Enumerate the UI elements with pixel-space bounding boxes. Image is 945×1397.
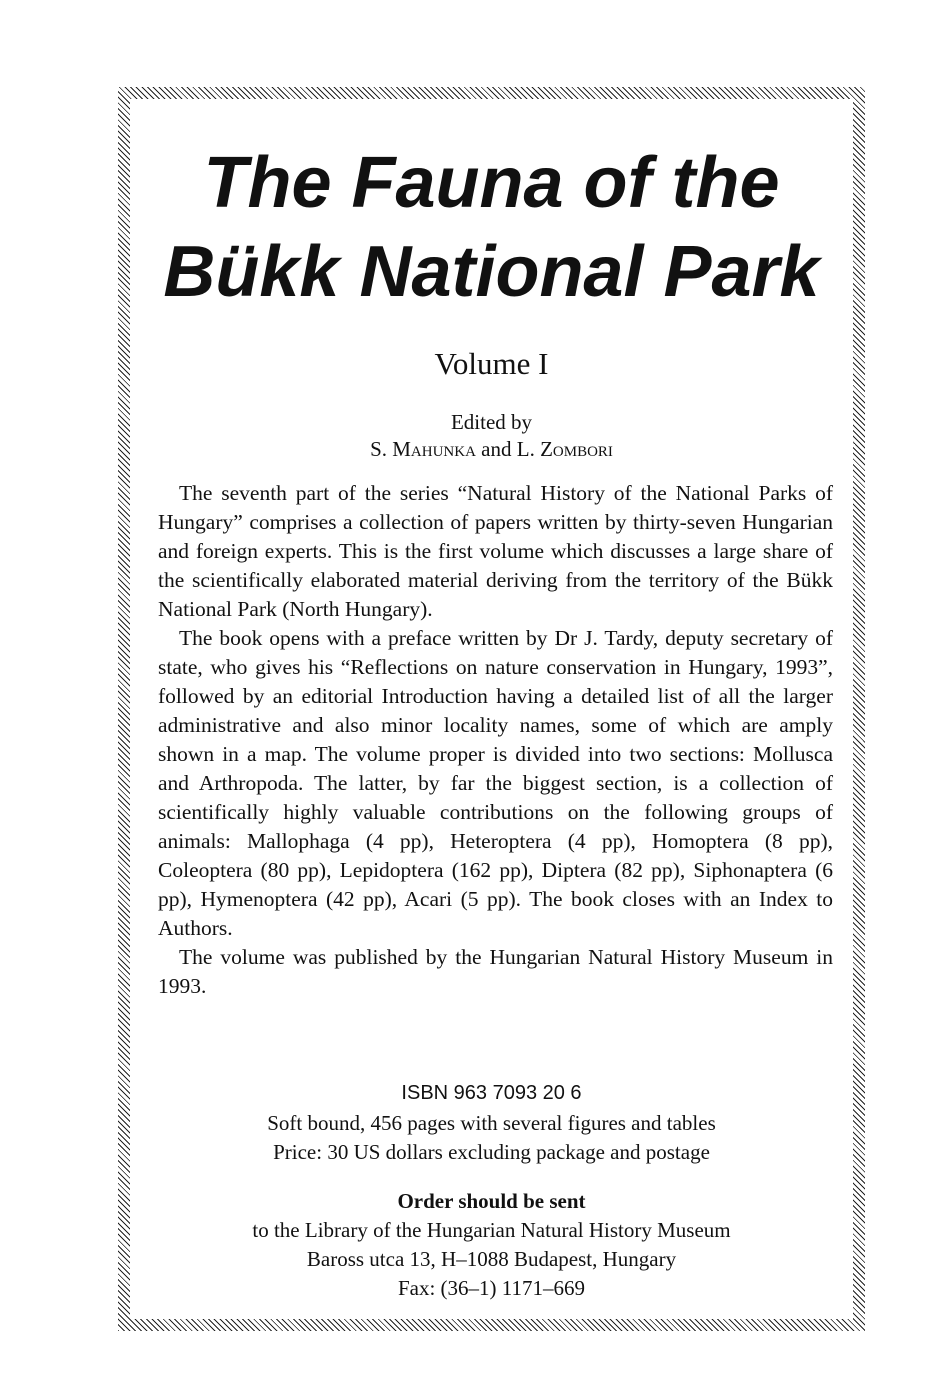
description-paragraph-3: The volume was published by the Hungarian Natural History Museum in 1993. bbox=[158, 945, 833, 998]
editor-conjunction: and bbox=[475, 437, 517, 461]
editor-1-surname: Mahunka bbox=[392, 437, 476, 461]
order-address-line-1: to the Library of the Hungarian Natural History Museum bbox=[252, 1218, 731, 1242]
book-title-line-2: Bükk National Park bbox=[163, 232, 820, 312]
description-paragraph-2: The book opens with a preface written by Dr J. Tardy, deputy secretary of state, who gives his “Reflections on nature conservation in Hungary, 1993”, followed by an editorial Introduction having a detailed list of all the larger administrative and also minor locality names, some of which are amply shown in a map. The volume proper is divided into two sections: Mollusca and Arthropoda. The latter, by far the biggest section, is a collection of scientifically highly valuable contributions on the following groups of animals: Mallophaga (4 pp), Heteroptera (4 pp), Homoptera (8 pp), Coleoptera (80 pp), Lepidoptera (162 pp), Diptera (82 pp), Siphonaptera (6 pp), Hymenoptera (42 pp), Acari (5 pp). The book closes with an Index to Authors. bbox=[158, 626, 833, 940]
editor-1-initial: S. bbox=[370, 437, 393, 461]
order-info bbox=[130, 1187, 853, 1303]
order-address-line-2: Baross utca 13, H–1088 Budapest, Hungary bbox=[306, 1247, 677, 1271]
order-fax: Fax: (36–1) 1171–669 bbox=[397, 1276, 586, 1300]
edited-by-label: Edited by bbox=[450, 410, 533, 434]
price-info: Price: 30 US dollars excluding package and postage bbox=[273, 1140, 710, 1164]
binding-info: Soft bound, 456 pages with several figures and tables bbox=[267, 1111, 716, 1135]
book-title-line-1: The Fauna of the bbox=[203, 143, 780, 223]
editors-block bbox=[130, 409, 853, 463]
hatched-border-frame bbox=[118, 87, 865, 1331]
volume-label: Volume I bbox=[434, 346, 549, 381]
isbn-number: ISBN 963 7093 20 6 bbox=[401, 1082, 582, 1104]
book-details bbox=[130, 1109, 853, 1167]
editor-2-surname: Zombori bbox=[540, 437, 613, 461]
editor-2-initial: L. bbox=[516, 437, 541, 461]
order-heading: Order should be sent bbox=[397, 1189, 586, 1213]
description-body bbox=[158, 479, 833, 1001]
description-paragraph-1: The seventh part of the series “Natural History of the National Parks of Hungary” comprises a collection of papers written by thirty-seven Hungarian and foreign experts. This is the first volume which discusses a large share of the scientifically elaborated material deriving from the territory of the Bükk National Park (North Hungary). bbox=[158, 481, 833, 621]
editor-names bbox=[130, 436, 853, 463]
flyer-content bbox=[130, 99, 853, 1319]
